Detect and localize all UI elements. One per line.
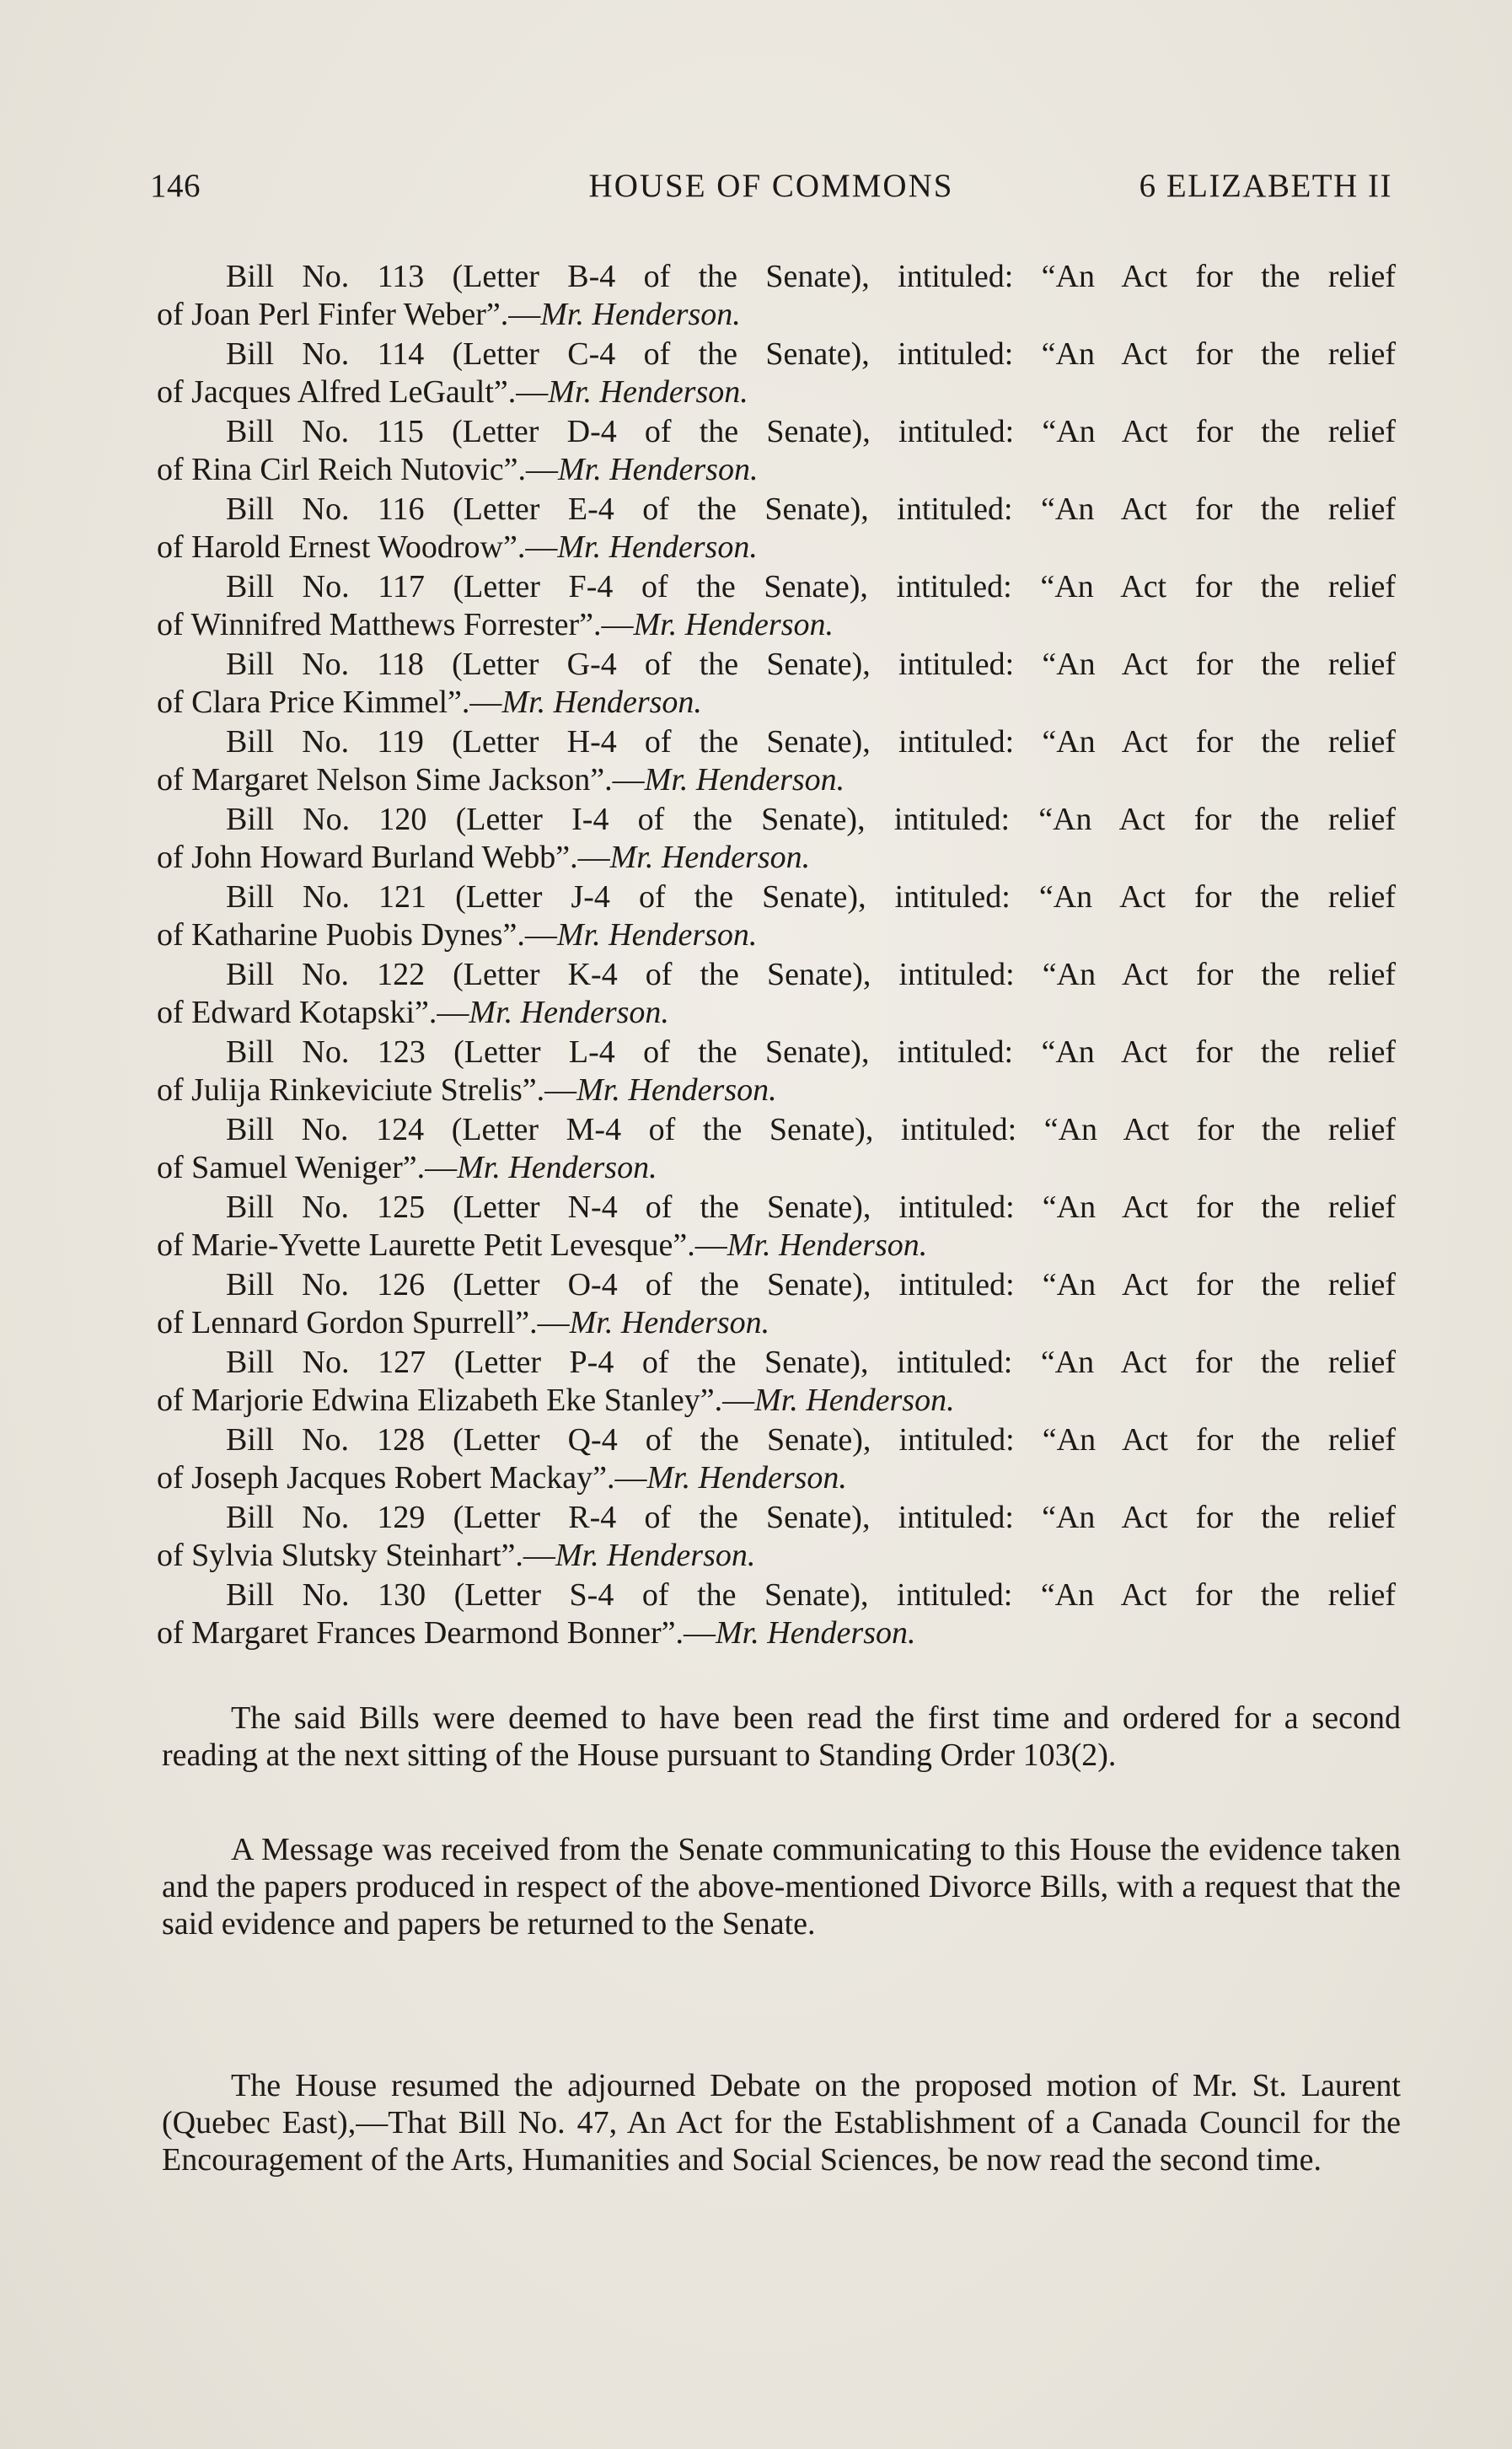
bill-subject: of Sylvia Slutsky Steinhart”.—	[157, 1538, 555, 1573]
bill-title-line: Bill No. 129 (Letter R-4 of the Senate), intituled: “An Act for the relief	[226, 1500, 1396, 1535]
bill-title-line: Bill No. 118 (Letter G-4 of the Senate), intituled: “An Act for the relief	[226, 647, 1396, 682]
bill-relief-line	[157, 684, 1396, 722]
bill-title-line: Bill No. 114 (Letter C-4 of the Senate), intituled: “An Act for the relief	[226, 336, 1396, 372]
bill-mover: Mr. Henderson.	[644, 762, 845, 798]
bill-subject: of Winnifred Matthews Forrester”.—	[157, 607, 634, 642]
bill-mover: Mr. Henderson.	[556, 917, 758, 953]
bill-subject: of Samuel Weniger”.—	[157, 1150, 458, 1185]
bill-subject: of Edward Kotapski”.—	[157, 995, 469, 1030]
bill-relief-line	[157, 1614, 1396, 1652]
bill-relief-line	[157, 1537, 1396, 1575]
bill-subject: of Lennard Gordon Spurrell”.—	[157, 1305, 570, 1340]
running-head	[150, 167, 1392, 209]
bill-mover: Mr. Henderson.	[548, 374, 748, 410]
senate-message-paragraph: A Message was received from the Senate communicating to this House the evidence taken and the papers produced in respect of the above-mentioned Divorce Bills, with a request that the said evidence and papers be returned to the Senate.	[162, 1832, 1401, 1941]
bill-entry	[157, 1034, 1396, 1109]
bill-entry	[157, 1576, 1396, 1652]
bill-mover: Mr. Henderson.	[555, 1538, 756, 1573]
bill-mover: Mr. Henderson.	[633, 607, 834, 642]
bill-relief-line	[157, 606, 1396, 644]
bill-mover: Mr. Henderson.	[569, 1305, 770, 1340]
bill-relief-line	[157, 1382, 1396, 1420]
bill-entry	[157, 413, 1396, 489]
bill-entry	[157, 568, 1396, 644]
bill-entry	[157, 1499, 1396, 1575]
first-reading-paragraph: The said Bills were deemed to have been read the first time and ordered for a second reading at the next sitting of the House pursuant to Standing Order 103(2).	[162, 1700, 1401, 1773]
bill-title-line: Bill No. 122 (Letter K-4 of the Senate), intituled: “An Act for the relief	[226, 957, 1396, 992]
bill-entry	[157, 878, 1396, 954]
bill-title-line: Bill No. 119 (Letter H-4 of the Senate), intituled: “An Act for the relief	[226, 724, 1396, 760]
bill-mover: Mr. Henderson.	[469, 995, 669, 1030]
bill-title-line: Bill No. 128 (Letter Q-4 of the Senate), intituled: “An Act for the relief	[226, 1422, 1396, 1458]
bill-mover: Mr. Henderson.	[501, 685, 702, 720]
bill-mover: Mr. Henderson.	[754, 1383, 955, 1418]
page-number: 146	[150, 168, 201, 204]
bill-list	[157, 258, 1396, 1654]
bill-subject: of Marjorie Edwina Elizabeth Eke Stanley”.—	[157, 1383, 755, 1418]
bill-subject: of Clara Price Kimmel”.—	[157, 685, 502, 720]
bill-entry	[157, 646, 1396, 722]
bill-mover: Mr. Henderson.	[716, 1615, 916, 1651]
bill-entry	[157, 723, 1396, 799]
bill-relief-line	[157, 1227, 1396, 1265]
bill-title-line: Bill No. 117 (Letter F-4 of the Senate), intituled: “An Act for the relief	[226, 569, 1396, 604]
bill-relief-line	[157, 916, 1396, 954]
bill-title-line: Bill No. 123 (Letter L-4 of the Senate), intituled: “An Act for the relief	[226, 1034, 1396, 1070]
bill-entry	[157, 956, 1396, 1032]
bill-mover: Mr. Henderson.	[557, 529, 758, 565]
bill-title-line: Bill No. 116 (Letter E-4 of the Senate), intituled: “An Act for the relief	[226, 491, 1396, 527]
bill-entry	[157, 801, 1396, 877]
bill-entry	[157, 1266, 1396, 1342]
bill-relief-line	[157, 373, 1396, 411]
bill-title-line: Bill No. 130 (Letter S-4 of the Senate), intituled: “An Act for the relief	[226, 1577, 1396, 1613]
bill-relief-line	[157, 761, 1396, 799]
bill-subject: of Harold Ernest Woodrow”.—	[157, 529, 558, 565]
bill-subject: of Julija Rinkeviciute Strelis”.—	[157, 1072, 577, 1108]
bill-entry	[157, 258, 1396, 334]
bill-relief-line	[157, 1149, 1396, 1187]
bill-subject: of Joan Perl Finfer Weber”.—	[157, 297, 541, 332]
bill-mover: Mr. Henderson.	[540, 297, 741, 332]
bill-title-line: Bill No. 125 (Letter N-4 of the Senate), intituled: “An Act for the relief	[226, 1190, 1396, 1225]
bill-title-line: Bill No. 121 (Letter J-4 of the Senate), intituled: “An Act for the relief	[226, 879, 1396, 915]
bill-subject: of Joseph Jacques Robert Mackay”.—	[157, 1460, 647, 1496]
bill-title-line: Bill No. 113 (Letter B-4 of the Senate), intituled: “An Act for the relief	[226, 259, 1396, 294]
bill-title-line: Bill No. 127 (Letter P-4 of the Senate), intituled: “An Act for the relief	[226, 1345, 1396, 1380]
bill-subject: of Margaret Frances Dearmond Bonner”.—	[157, 1615, 716, 1651]
bill-entry	[157, 336, 1396, 411]
bill-entry	[157, 1189, 1396, 1265]
bill-subject: of John Howard Burland Webb”.—	[157, 840, 610, 875]
bill-subject: of Marie-Yvette Laurette Petit Levesque”.—	[157, 1227, 727, 1263]
bill-subject: of Margaret Nelson Sime Jackson”.—	[157, 762, 645, 798]
bill-mover: Mr. Henderson.	[727, 1227, 928, 1263]
bill-mover: Mr. Henderson.	[609, 840, 811, 875]
bill-mover: Mr. Henderson.	[457, 1150, 657, 1185]
bill-subject: of Rina Cirl Reich Nutovic”.—	[157, 452, 558, 487]
bill-entry	[157, 491, 1396, 567]
bill-subject: of Jacques Alfred LeGault”.—	[157, 374, 549, 410]
bill-title-line: Bill No. 124 (Letter M-4 of the Senate), intituled: “An Act for the relief	[226, 1112, 1396, 1147]
bill-title-line: Bill No. 126 (Letter O-4 of the Senate), intituled: “An Act for the relief	[226, 1267, 1396, 1302]
bill-relief-line	[157, 1304, 1396, 1342]
bill-title-line: Bill No. 120 (Letter I-4 of the Senate), intituled: “An Act for the relief	[226, 802, 1396, 837]
session-label: 6 ELIZABETH II	[1139, 168, 1392, 204]
bill-mover: Mr. Henderson.	[576, 1072, 777, 1108]
bill-subject: of Katharine Puobis Dynes”.—	[157, 917, 557, 953]
bill-entry	[157, 1111, 1396, 1187]
bill-mover: Mr. Henderson.	[646, 1460, 847, 1496]
debate-paragraph: The House resumed the adjourned Debate on the proposed motion of Mr. St. Laurent (Quebec East),—That Bill No. 47, An Act for the Establishment of a Canada Council for the Encouragement of the Arts, Humanities and Social Sciences, be now read the second time.	[162, 2068, 1401, 2178]
bill-entry	[157, 1421, 1396, 1497]
bill-relief-line	[157, 529, 1396, 567]
page-title: HOUSE OF COMMONS	[588, 168, 954, 204]
bill-title-line: Bill No. 115 (Letter D-4 of the Senate), intituled: “An Act for the relief	[226, 414, 1396, 449]
bill-relief-line	[157, 839, 1396, 877]
bill-mover: Mr. Henderson.	[557, 452, 759, 487]
bill-entry	[157, 1344, 1396, 1420]
bill-relief-line	[157, 1459, 1396, 1497]
bill-relief-line	[157, 1071, 1396, 1109]
bill-relief-line	[157, 451, 1396, 489]
bill-relief-line	[157, 994, 1396, 1032]
bill-relief-line	[157, 296, 1396, 334]
